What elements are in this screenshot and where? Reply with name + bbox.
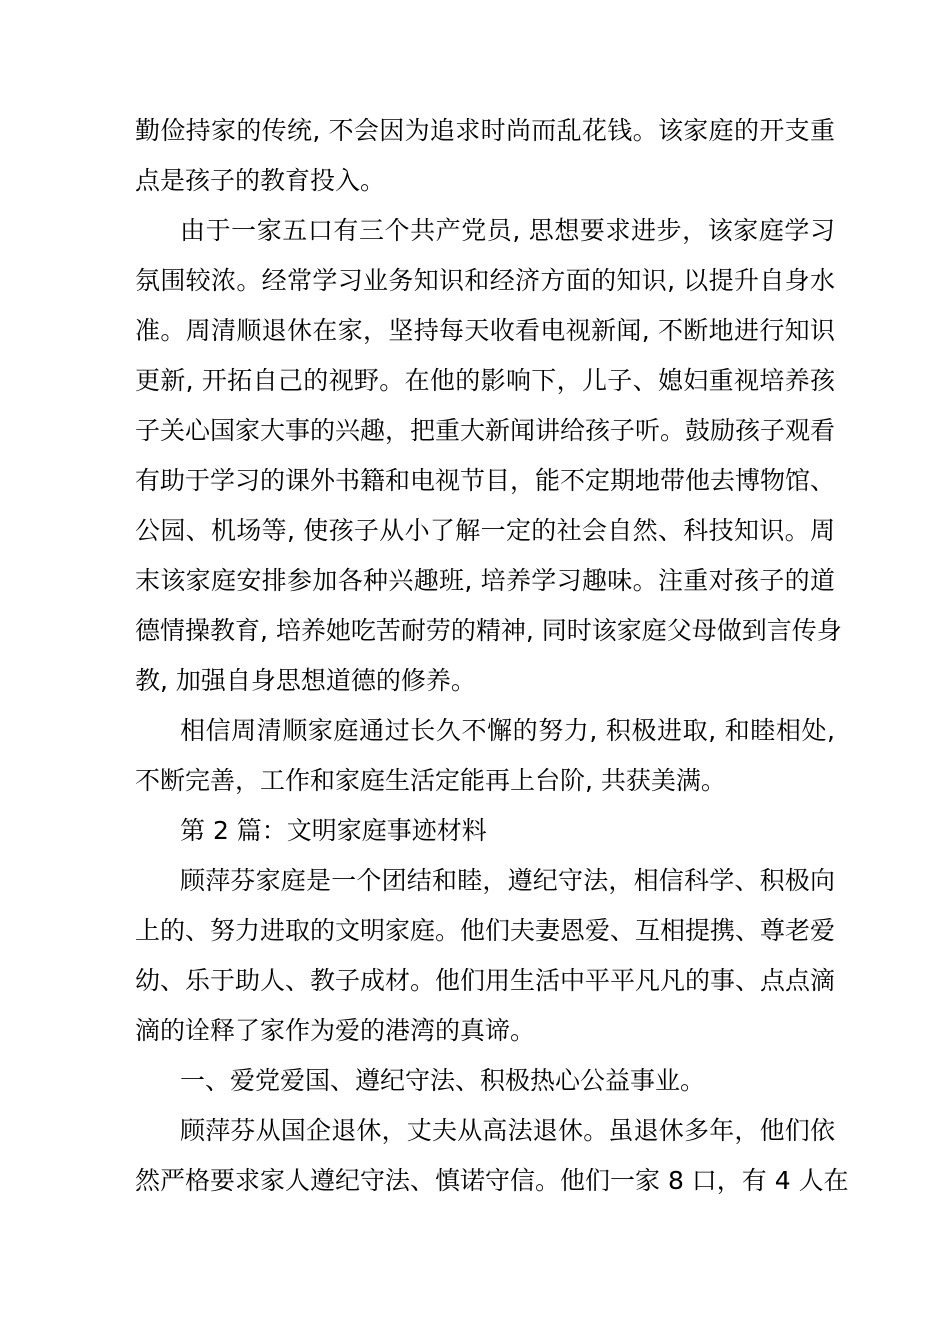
subsection-heading: 一、爱党爱国、遵纪守法、积极热心公益事业。 (180, 1066, 706, 1095)
text-line: 由于一家五口有三个共产党员, 思想要求进步，该家庭学习 (180, 216, 835, 245)
text-line: 点是孩子的教育投入。 (135, 166, 386, 195)
text-line: 末该家庭安排参加各种兴趣班, 培养学习趣味。注重对孩子的道 (135, 566, 835, 595)
text-line: 不断完善，工作和家庭生活定能再上台阶, 共获美满。 (135, 766, 726, 795)
section-heading: 第 2 篇：文明家庭事迹材料 (180, 816, 487, 845)
text-line: 公园、机场等, 使孩子从小了解一定的社会自然、科技知识。周 (135, 516, 835, 545)
text-line: 德情操教育, 培养她吃苦耐劳的精神, 同时该家庭父母做到言传身 (135, 616, 842, 645)
text-line: 氛围较浓。经常学习业务知识和经济方面的知识, 以提升自身水 (135, 266, 835, 295)
text-line: 更新, 开拓自己的视野。在他的影响下，儿子、媳妇重视培养孩 (135, 366, 835, 395)
text-line: 有助于学习的课外书籍和电视节目，能不定期地带他去博物馆、 (135, 466, 836, 495)
text-line: 滴的诠释了家作为爱的港湾的真谛。 (135, 1016, 536, 1045)
text-line: 然严格要求家人遵纪守法、慎诺守信。他们一家 8 口，有 4 人在 (135, 1166, 849, 1195)
text-line: 顾萍芬从国企退休，丈夫从高法退休。虽退休多年，他们依 (180, 1116, 835, 1145)
text-line: 相信周清顺家庭通过长久不懈的努力, 积极进取, 和睦相处, (180, 716, 835, 745)
text-line: 勤俭持家的传统, 不会因为追求时尚而乱花钱。该家庭的开支重 (135, 116, 835, 145)
text-line: 教, 加强自身思想道德的修养。 (135, 666, 476, 695)
text-line: 幼、乐于助人、教子成材。他们用生活中平平凡凡的事、点点滴 (135, 966, 836, 995)
text-line: 上的、努力进取的文明家庭。他们夫妻恩爱、互相提携、尊老爱 (135, 916, 836, 945)
text-line: 顾萍芬家庭是一个团结和睦，遵纪守法，相信科学、积极向 (180, 866, 835, 895)
text-line: 子关心国家大事的兴趣，把重大新闻讲给孩子听。鼓励孩子观看 (135, 416, 836, 445)
text-line: 准。周清顺退休在家，坚持每天收看电视新闻, 不断地进行知识 (135, 316, 835, 345)
